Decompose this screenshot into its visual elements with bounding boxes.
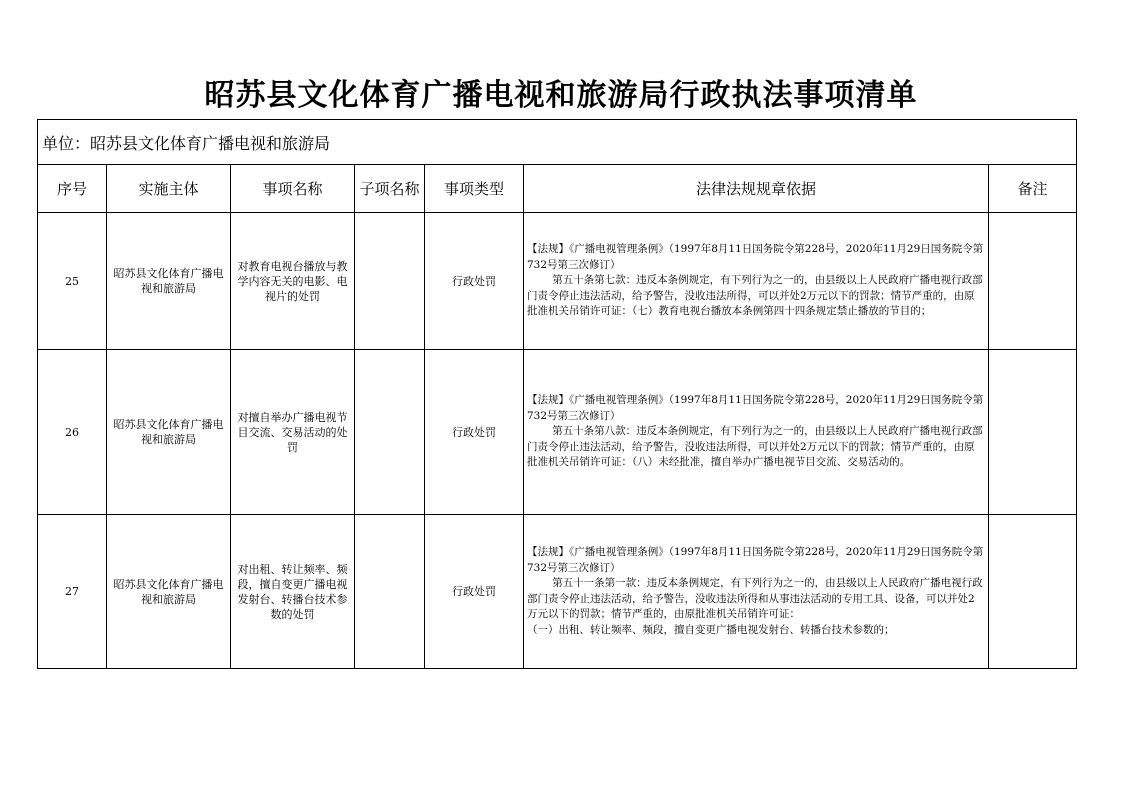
seq-cell: 26 (38, 350, 107, 515)
basis-source: 【法规】《广播电视管理条例》（1997年8月11日国务院令第228号，2020年11月29日国务院令第732号第三次修订） (527, 546, 984, 574)
basis-cell (524, 515, 989, 669)
basis-cell (524, 213, 989, 350)
table-row (38, 350, 1077, 515)
subitem-cell (355, 350, 425, 515)
note-cell (989, 515, 1077, 669)
subitem-cell (355, 213, 425, 350)
note-cell (989, 350, 1077, 515)
basis-source: 【法规】《广播电视管理条例》（1997年8月11日国务院令第228号，2020年11月29日国务院令第732号第三次修订） (527, 394, 984, 422)
unit-row (38, 120, 1077, 165)
column-header-type: 事项类型 (425, 165, 524, 213)
unit-label: 单位：昭苏县文化体育广播电视和旅游局 (38, 120, 1077, 165)
column-header-seq: 序号 (38, 165, 107, 213)
item-cell: 对出租、转让频率、频段，擅自变更广播电视发射台、转播台技术参数的处罚 (231, 515, 355, 669)
header-row (38, 165, 1077, 213)
basis-source: 【法规】《广播电视管理条例》（1997年8月11日国务院令第228号，2020年11月29日国务院令第732号第三次修订） (527, 243, 984, 271)
basis-text: 第五十一条第一款：违反本条例规定，有下列行为之一的，由县级以上人民政府广播电视行政部门责令停止违法活动，给予警告，没收违法所得和从事违法活动的专用工具、设备，可以并处2万元以下的罚款；情节严重的，由原批准机关吊销许可证： (527, 577, 983, 620)
enforcement-table (37, 119, 1077, 669)
type-cell: 行政处罚 (425, 350, 524, 515)
basis-text-item: （一）出租、转让频率、频段，擅自变更广播电视发射台、转播台技术参数的； (527, 623, 895, 636)
page-title: 昭苏县文化体育广播电视和旅游局行政执法事项清单 (204, 78, 918, 113)
column-header-subitem: 子项名称 (355, 165, 425, 213)
subject-cell: 昭苏县文化体育广播电视和旅游局 (107, 213, 231, 350)
type-cell: 行政处罚 (425, 515, 524, 669)
column-header-item: 事项名称 (231, 165, 355, 213)
note-cell (989, 213, 1077, 350)
table-row (38, 213, 1077, 350)
seq-cell: 27 (38, 515, 107, 669)
type-cell: 行政处罚 (425, 213, 524, 350)
subject-cell: 昭苏县文化体育广播电视和旅游局 (107, 515, 231, 669)
column-header-basis: 法律法规规章依据 (524, 165, 989, 213)
basis-text: 第五十条第七款：违反本条例规定，有下列行为之一的，由县级以上人民政府广播电视行政部门责令停止违法活动，给予警告，没收违法所得，可以并处2万元以下的罚款；情节严重的，由原批准机关吊销许可证：（七）教育电视台播放本条例第四十四条规定禁止播放的节目的； (527, 274, 983, 318)
subject-cell: 昭苏县文化体育广播电视和旅游局 (107, 350, 231, 515)
seq-cell: 25 (38, 213, 107, 350)
table-row (38, 515, 1077, 669)
subitem-cell (355, 515, 425, 669)
item-cell: 对教育电视台播放与教学内容无关的电影、电视片的处罚 (231, 213, 355, 350)
basis-text: 第五十条第八款：违反本条例规定，有下列行为之一的，由县级以上人民政府广播电视行政部门责令停止违法活动，给予警告，没收违法所得，可以并处2万元以下的罚款；情节严重的，由原批准机关吊销许可证：（八）未经批准，擅自举办广播电视节目交流、交易活动的。 (527, 425, 983, 469)
column-header-subject: 实施主体 (107, 165, 231, 213)
column-header-note: 备注 (989, 165, 1077, 213)
item-cell: 对擅自举办广播电视节目交流、交易活动的处罚 (231, 350, 355, 515)
basis-cell (524, 350, 989, 515)
